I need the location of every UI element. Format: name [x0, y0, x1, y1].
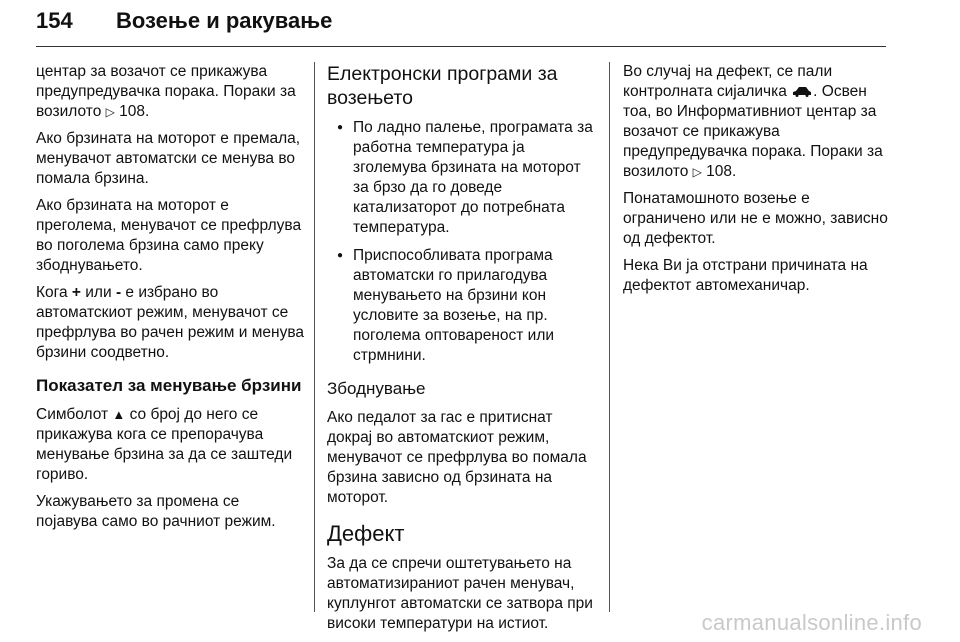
up-triangle-icon: ▲ [112, 407, 126, 422]
paragraph: Ако брзината на моторот е преголема, менувачот се префрлува во поголема брзина само преку збоднувањето. [36, 197, 302, 274]
paragraph: центар за возачот се прикажува предупредувачка порака. Пораки за возилото ▷ 108. [36, 63, 296, 120]
page-number: 154 [36, 8, 73, 33]
page-reference[interactable]: 108. [119, 103, 150, 120]
column-divider-2 [609, 62, 610, 612]
triangle-right-icon: ▷ [692, 165, 702, 179]
section-heading-programs: Електронски програми за возењето [327, 63, 558, 109]
section-heading-shift-indicator: Показател за менување брзини [36, 376, 302, 395]
paragraph: Укажувањето за промена се појавува само во рачниот режим. [36, 493, 276, 530]
column-middle [327, 62, 595, 641]
paragraph: Во случај на дефект, се пали контролната сијаличка . Освен тоа, во Информативниот центар за возачот се прикажува предупредувачка порака. Пораки за возилото ▷ 108. [623, 63, 883, 180]
column-right [623, 62, 891, 303]
list-item: ● Приспособливата програма автоматски го прилагодува менувањето на брзини кон условите за возење, на пр. поголема оптовареност или стрмнини. [327, 246, 595, 366]
car-warning-icon [791, 85, 813, 97]
chapter-title: Возење и ракување [116, 8, 333, 33]
page-header [36, 6, 886, 47]
list-item: ● По ладно палење, програмата за работна температура ја зголемува брзината на моторот за брзо да го доведе катализаторот до потребната температура. [327, 118, 595, 238]
paragraph: Ако педалот за гас е притиснат докрај во автоматскиот режим, менувачот се префрлува во помала брзина зависно од брзината на моторот. [327, 409, 587, 506]
paragraph: Ако брзината на моторот е премала, менувачот автоматски се менува во помала брзина. [36, 130, 301, 187]
paragraph: Нека Ви ја отстрани причината на дефектот автомеханичар. [623, 257, 868, 294]
paragraph: Понатамошното возење е ограничено или не е можно, зависно од дефектот. [623, 190, 888, 247]
minus-symbol: - [115, 284, 122, 301]
column-divider-1 [314, 62, 315, 612]
section-heading-fault: Дефект [327, 521, 405, 546]
column-left [36, 62, 304, 539]
page-reference[interactable]: 108. [706, 163, 737, 180]
triangle-right-icon: ▷ [105, 105, 115, 119]
paragraph: Кога + или - е избрано во автоматскиот режим, менувачот се префрлува во рачен режим и менува брзини соодветно. [36, 284, 304, 361]
paragraph: За да се спречи оштетувањето на автоматизираниот рачен менувач, куплунгот автоматски се затвора при високи температури на истиот. [327, 555, 593, 632]
watermark: carmanualsonline.info [701, 610, 922, 635]
section-heading-kickdown: Збоднување [327, 379, 426, 398]
plus-symbol: + [71, 284, 81, 301]
bullet-list [327, 118, 595, 366]
paragraph: Симболот ▲ со број до него се прикажува кога се препорачува менување брзина за да се заштеди гориво. [36, 406, 293, 483]
